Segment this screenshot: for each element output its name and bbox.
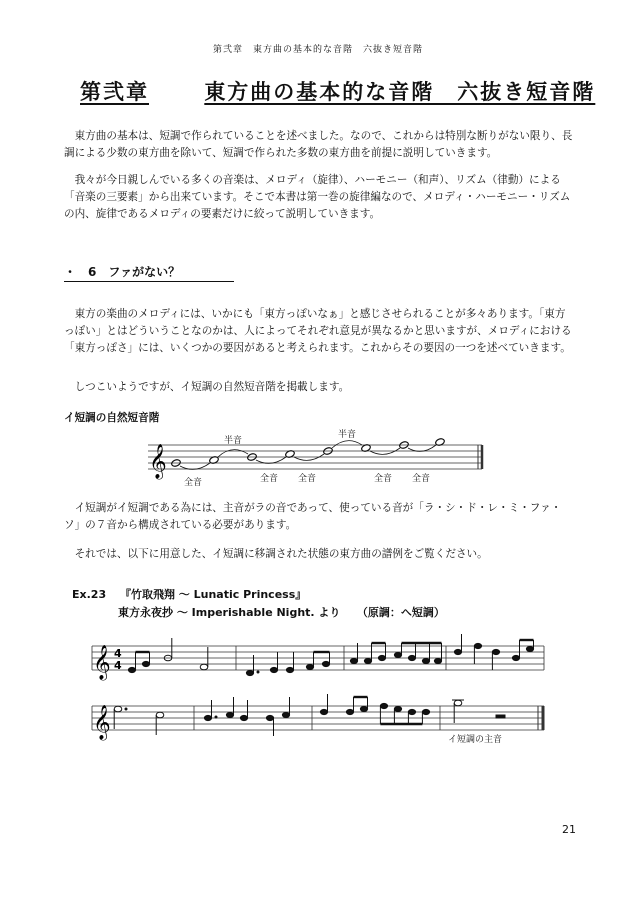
half-step-mark-1: 半音 (224, 436, 243, 446)
example-number: Ex.23 (72, 588, 107, 601)
chapter-title-number: 第弐章 (80, 79, 149, 104)
time-signature-bottom: 4 (114, 659, 122, 672)
section-paragraph-4: それでは、以下に用意した、イ短調に移調された状態の東方曲の譜例をご覧ください。 (74, 548, 488, 560)
section-heading: ・ 6 ファがない？ (64, 263, 234, 282)
time-signature-top: 4 (114, 647, 122, 660)
section-paragraph-2: しつこいようですが、イ短調の自然短音階を掲載します。 (74, 381, 350, 393)
page-number: 21 (562, 823, 576, 836)
half-step-mark-2: 半音 (338, 430, 357, 440)
whole-step-mark-4: 全音 (374, 474, 393, 484)
treble-clef-icon-2: 𝄞 (93, 705, 111, 740)
example-subtitle: 東方永夜抄 〜 Imperishable Night. より （原調：ヘ短調） (118, 606, 445, 619)
whole-step-mark-1: 全音 (184, 478, 203, 488)
example-title: 『竹取飛翔 〜 Lunatic Princess』 (119, 588, 307, 601)
section-paragraph-1: 東方の楽曲のメロディには、いかにも「東方っぽいなぁ」と感じさせられることが多々あります。「東方っぽい」とはどういうことなのかは、人によってそれぞれ意見が異なるかと思いますが、メロディにおける「東方っぽさ」には、いくつかの要因があると考えられます。これからその要因の一つを述べていきます。 (64, 308, 572, 354)
staff-line-set-1 (92, 646, 544, 670)
whole-step-mark-3: 全音 (298, 474, 317, 484)
whole-step-mark-2: 全音 (260, 474, 279, 484)
scale-label: イ短調の自然短音階 (64, 412, 160, 424)
intro-paragraph-1: 東方曲の基本は、短調で作られていることを述べました。なので、これからは特別な断りがない限り、長調による少数の東方曲を除いて、短調で作られた多数の東方曲を前提に説明していきます。 (64, 130, 573, 159)
whole-step-mark-5: 全音 (412, 474, 431, 484)
section-paragraph-3: イ短調がイ短調である為には、主音がラの音であって、使っている音が「ラ・シ・ド・レ・ミ・ファ・ソ」の７音から構成されている必要があります。 (64, 502, 562, 531)
treble-clef-icon: 𝄞 (149, 444, 167, 479)
treble-clef-icon-1: 𝄞 (93, 645, 111, 680)
running-header: 第弐章 東方曲の基本的な音階 六抜き短音階 (212, 45, 423, 55)
tonic-annotation: イ短調の主音 (448, 735, 503, 745)
notes-staff-1 (128, 634, 533, 676)
intro-paragraph-2: 我々が今日親しんでいる多くの音楽は、メロディ（旋律）、ハーモニー（和声）、リズム（律動）による「音楽の三要素」から出来ています。そこで本書は第一巻の旋律編なので、メロディ・ハーモニー・リズムの内、旋律であるメロディの要素だけに絞って説明していきます。 (64, 174, 571, 220)
chapter-title-text: 東方曲の基本的な音階 六抜き短音階 (204, 79, 596, 104)
